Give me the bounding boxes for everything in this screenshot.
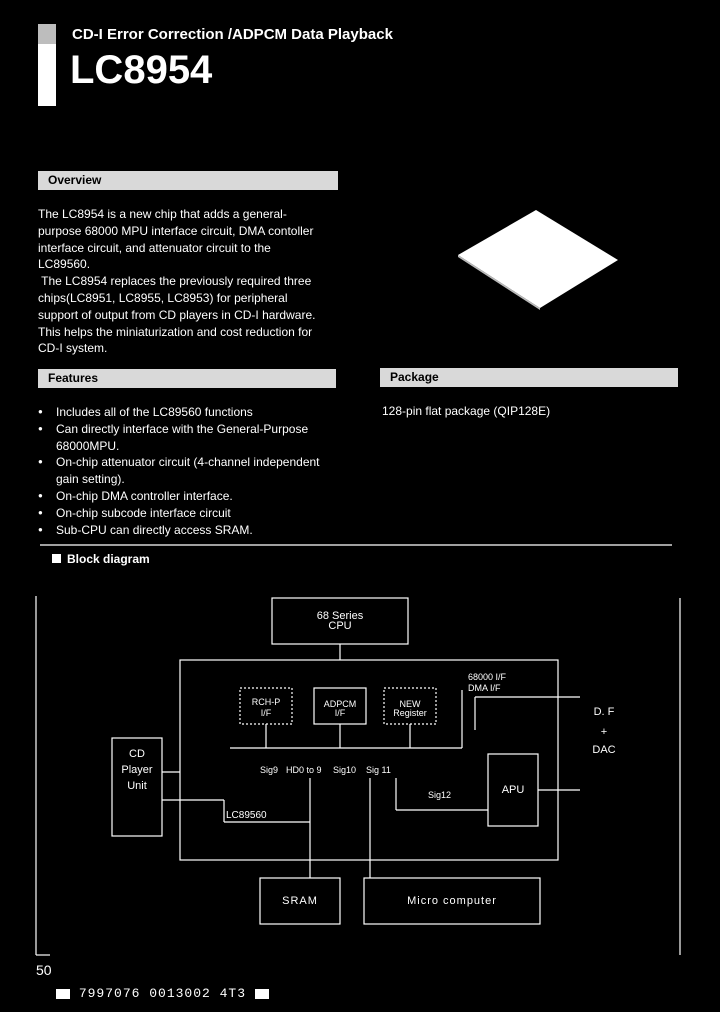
lc89560-label: LC89560 <box>226 810 267 821</box>
overview-line: chips(LC8951, LC8955, LC8953) for peripheral <box>38 290 288 305</box>
page-number: 50 <box>36 962 52 978</box>
overview-line: LC89560. <box>38 257 91 272</box>
df-label-2: + <box>600 726 608 738</box>
overview-line: support of output from CD players in CD-I hardware. <box>38 307 316 322</box>
features-heading: Features <box>38 369 336 388</box>
if-68000-label: 68000 I/F <box>468 672 507 682</box>
overview-line: purpose 68000 MPU interface circuit, DMA contoller <box>38 223 314 238</box>
feature-item: ● On-chip DMA controller interface. <box>38 488 338 505</box>
feature-item: ● On-chip subcode interface circuit <box>38 505 338 522</box>
overview-line: This helps the miniaturization and cost reduction for <box>38 324 313 339</box>
apu-label: APU <box>501 784 525 796</box>
new-label-2: Register <box>393 708 427 718</box>
micro-computer-label: Micro computer <box>407 895 497 907</box>
package-heading: Package <box>380 368 678 387</box>
block-diagram <box>0 540 720 960</box>
cd-label-3: Unit <box>127 780 147 792</box>
block-diagram-title: Block diagram <box>67 552 150 566</box>
page-title: LC8954 <box>70 48 213 92</box>
page-subtitle: CD-I Error Correction /ADPCM Data Playback <box>72 26 393 43</box>
overview-heading: Overview <box>38 171 338 190</box>
feature-item: ● On-chip attenuator circuit (4-channel independent gain setting). <box>38 454 338 488</box>
footer-code-text: 7997076 0013002 4T3 <box>78 986 247 1001</box>
sig9-label: Sig9 <box>260 765 279 775</box>
cd-label-1: CD <box>129 748 145 760</box>
features-list <box>38 404 338 538</box>
overview-line: The LC8954 is a new chip that adds a general- <box>38 207 287 221</box>
feature-item: ● Sub-CPU can directly access SRAM. <box>38 522 338 539</box>
sram-label: SRAM <box>282 895 318 907</box>
adpcm-label-1: ADPCM <box>323 699 357 709</box>
new-label-1: NEW <box>399 699 421 709</box>
sig11-label: Sig 11 <box>366 765 391 775</box>
if-dma-label: DMA I/F <box>468 683 501 693</box>
overview-line: The LC8954 replaces the previously required three <box>38 274 312 289</box>
barcode-block-icon <box>56 989 70 999</box>
rchp-label-1: RCH-P <box>251 697 281 707</box>
header-marker-top <box>38 24 56 44</box>
df-label-1: D. F <box>593 706 615 718</box>
overview-line: interface circuit, and attenuator circuit to the <box>38 240 271 255</box>
barcode-block-icon <box>255 989 269 999</box>
sig12-label: Sig12 <box>428 790 452 800</box>
df-label-3: DAC <box>592 744 616 756</box>
overview-text <box>38 206 348 357</box>
overview-line: CD-I system. <box>38 341 108 356</box>
chip-package-image <box>458 210 618 310</box>
cd-label-2: Player <box>121 764 153 776</box>
feature-item: ● Can directly interface with the General-Purpose 68000MPU. <box>38 421 338 455</box>
cpu-label-2: CPU <box>328 620 352 632</box>
adpcm-label-2: I/F <box>334 708 346 718</box>
header-marker-bar <box>38 44 56 106</box>
footer-code <box>56 986 269 1001</box>
cpu-label-1: 68 Series <box>316 610 364 622</box>
package-text: 128-pin flat package (QIP128E) <box>382 404 551 418</box>
lc89560-block <box>180 660 558 860</box>
rchp-label-2: I/F <box>260 708 272 718</box>
feature-item: ● Includes all of the LC89560 functions <box>38 404 338 421</box>
sig10-label: Sig10 <box>333 765 357 775</box>
hd-label: HD0 to 9 <box>286 765 322 775</box>
